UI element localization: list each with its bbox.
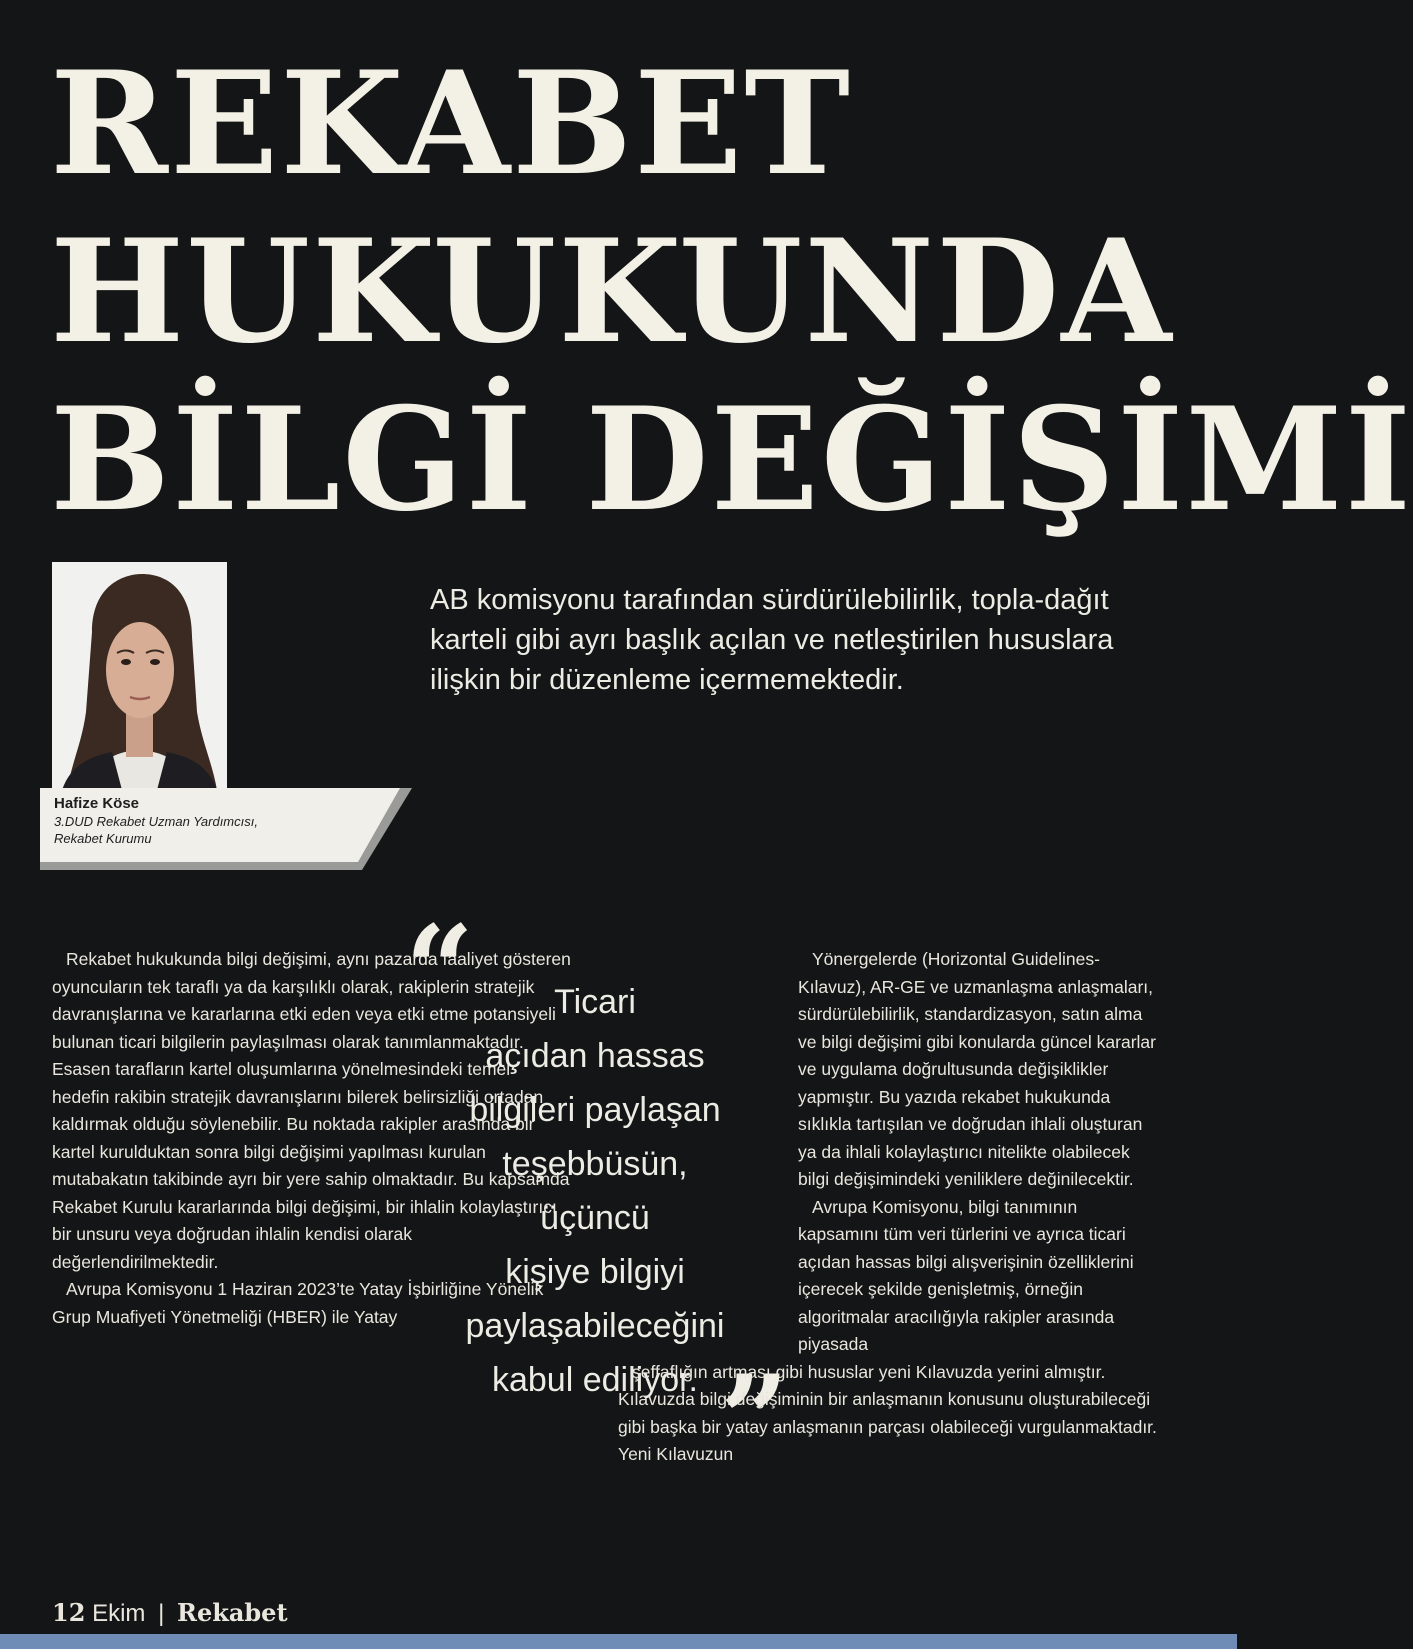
pull-quote-line: kişiye bilgiyi <box>505 1253 685 1291</box>
pull-quote-line: teşebbüsün, <box>502 1145 688 1183</box>
pull-quote-line: üçüncü <box>540 1199 650 1237</box>
issue-month: Ekim <box>92 1600 146 1627</box>
title-line-2: HUKUKUNDA <box>50 209 1174 375</box>
footer-separator: | <box>158 1600 165 1627</box>
left-paragraph-1: Rekabet hukukunda bilgi değişimi, aynı pazarda faaliyet gösteren oyuncuların tek taraflı ya da karşılıklı olarak, rakiplerin stratejik davranışlarına ve kararlarına etki eden veya etki etme potansiyeli bulunan ticari bilgilerin paylaşılması olarak tanımlanmaktadır. Esasen tarafların kartel oluşumlarına yönelmesindeki temel hedefin rakibin stratejik davranışlarını bilerek belirsizliği ortadan kaldırmak olduğu söylenebilir. Bu noktada rakipler arasında bir kartel kurulduktan sonra bilgi değişimi yapılması kurulan mutabakatın takibinde ayrı bir yere sahip olmaktadır. Bu kapsamda Rekabet Kurulu kararlarında bilgi değişimi, bir ihlalin kolaylaştırıcı bir unsuru veya doğrudan ihlalin kendisi olarak değerlendirilmektedir. <box>52 949 571 1272</box>
right-paragraph-1: Yönergelerde (Horizontal Guidelines-Kılavuz), AR-GE ve uzmanlaşma anlaşmaları, sürdürülebilirlik, standardizasyon, satın alma ve bilgi değişimi gibi konularda güncel kararlar ve uygulama doğrultusunda değişiklikler yapmıştır. Bu yazıda rekabet hukukunda sıklıkla tartışılan ve doğrudan ihlali oluşturan ya da ihlali kolaylaştırıcı nitelikte olabilecek bilgi değişimindeki yeniliklere değinilecektir. <box>798 949 1156 1189</box>
page-footer <box>52 1598 288 1628</box>
close-quote-mark: ” <box>720 1349 790 1490</box>
author-affiliation: Rekabet Kurumu <box>54 831 152 846</box>
author-caption <box>40 788 420 876</box>
pull-quote-line: açıdan hassas <box>485 1037 705 1075</box>
lead-paragraph: AB komisyonu tarafından sürdürülebilirlik, topla-dağıt karteli gibi ayrı başlık açılan ve netleştirilen hususlara ilişkin bir düzenleme içermemektedir. <box>430 584 1114 696</box>
page-number: 12 <box>52 1598 86 1627</box>
right-paragraph-3: şeffaflığın artması gibi hususlar yeni Kılavuzda yerini almıştır. Kılavuzda bilgi değişiminin bir anlaşmanın konusunu oluşturabileceği gibi başka bir yatay anlaşmanın parçası olabileceği vurgulanmaktadır. Yeni Kılavuzun <box>618 1361 1157 1464</box>
article-title <box>50 40 1413 544</box>
pull-quote-line: paylaşabileceğini <box>465 1307 725 1345</box>
author-name: Hafize Köse <box>54 795 140 812</box>
pull-quote-line: Ticari <box>554 983 636 1021</box>
left-paragraph-2: Avrupa Komisyonu 1 Haziran 2023’te Yatay İşbirliğine Yönelik Grup Muafiyeti Yönetmeliği (HBER) ile Yatay <box>52 1279 544 1327</box>
right-paragraph-2: Avrupa Komisyonu, bilgi tanımının kapsamını tüm veri türlerini ve ayrıca ticari açıdan hassas bilgi alışverişinin özelliklerini içerecek şekilde genişletmiş, örneğin algoritmalar aracılığıyla rakipler arasında piyasada <box>798 1196 1134 1354</box>
bottom-color-strip <box>0 1634 1237 1649</box>
author-photo <box>52 562 227 790</box>
title-line-3: BİLGİ DEĞİŞİMİ <box>50 377 1413 543</box>
pull-quote-line: kabul ediliyor. <box>491 1361 698 1399</box>
author-role: 3.DUD Rekabet Uzman Yardımcısı, <box>54 814 258 829</box>
title-line-1: REKABET <box>50 41 853 207</box>
open-quote-mark: “ <box>405 899 475 1040</box>
pull-quote-line: bilgileri paylaşan <box>469 1091 721 1129</box>
right-column <box>618 946 1158 1490</box>
magazine-name: Rekabet <box>177 1598 288 1627</box>
